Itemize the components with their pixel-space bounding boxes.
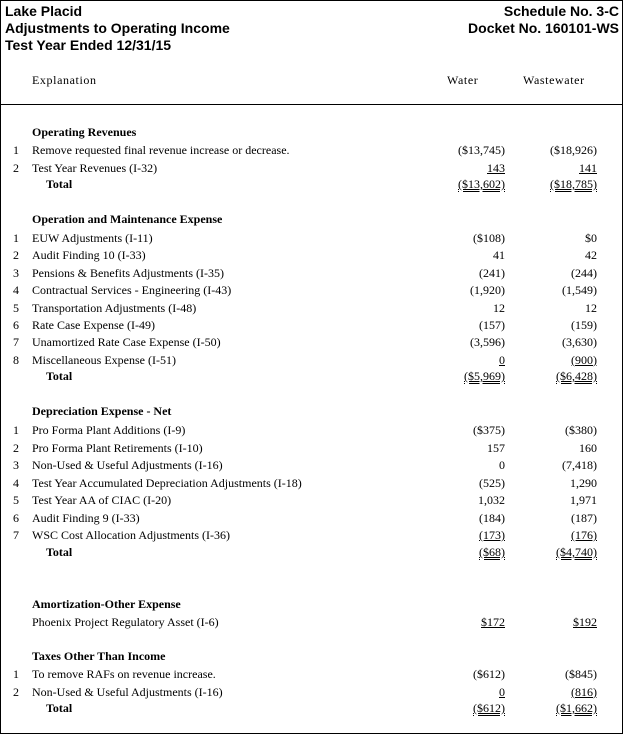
line-number: 2 bbox=[13, 160, 19, 175]
docket-number: Docket No. 160101-WS bbox=[468, 20, 619, 36]
total-wastewater: ($4,740) bbox=[556, 545, 597, 559]
total-label: Total bbox=[46, 545, 73, 559]
line-description: Test Year AA of CIAC (I-20) bbox=[32, 493, 172, 507]
wastewater-amount: (187) bbox=[571, 510, 597, 525]
wastewater-amount: 12 bbox=[585, 300, 597, 315]
schedule-number: Schedule No. 3-C bbox=[503, 3, 619, 19]
section-title: Operating Revenues bbox=[32, 125, 137, 139]
wastewater-amount: 1,971 bbox=[570, 493, 597, 507]
line-description: Non-Used & Useful Adjustments (I-16) bbox=[32, 684, 223, 699]
wastewater-amount: ($18,926) bbox=[550, 143, 597, 157]
water-amount: 157 bbox=[487, 440, 505, 455]
water-amount: 0 bbox=[499, 684, 505, 699]
line-number: 4 bbox=[13, 475, 19, 490]
section-title: Operation and Maintenance Expense bbox=[32, 212, 223, 226]
total-label: Total bbox=[46, 177, 73, 191]
wastewater-amount: (176) bbox=[571, 528, 597, 542]
company-name: Lake Placid bbox=[5, 3, 83, 19]
water-amount: 41 bbox=[493, 248, 505, 263]
water-amount: 0 bbox=[499, 458, 505, 472]
water-amount: $172 bbox=[481, 615, 505, 629]
wastewater-amount: (7,418) bbox=[562, 458, 597, 472]
total-wastewater: ($1,662) bbox=[556, 701, 597, 715]
water-amount: ($108) bbox=[473, 231, 505, 245]
water-amount: (241) bbox=[479, 265, 505, 280]
line-number: 7 bbox=[13, 528, 19, 542]
line-number: 1 bbox=[13, 143, 19, 157]
line-number: 5 bbox=[13, 300, 19, 315]
line-description: Pensions & Benefits Adjustments (I-35) bbox=[32, 265, 224, 280]
water-amount: 0 bbox=[499, 352, 505, 367]
line-description: Audit Finding 9 (I-33) bbox=[32, 510, 140, 525]
water-amount: (184) bbox=[479, 510, 505, 525]
line-number: 3 bbox=[13, 458, 19, 472]
wastewater-amount: 1,290 bbox=[570, 475, 597, 490]
wastewater-amount: ($380) bbox=[565, 423, 597, 437]
section-title: Amortization-Other Expense bbox=[32, 597, 181, 611]
water-amount: ($13,745) bbox=[458, 143, 505, 157]
column-header-water: Water bbox=[447, 73, 479, 87]
line-description: Pro Forma Plant Retirements (I-10) bbox=[32, 440, 203, 455]
test-year: Test Year Ended 12/31/15 bbox=[5, 37, 172, 53]
wastewater-amount: $0 bbox=[585, 231, 597, 245]
line-number: 4 bbox=[13, 283, 19, 298]
wastewater-amount: (1,549) bbox=[562, 283, 597, 298]
wastewater-amount: 160 bbox=[579, 440, 597, 455]
wastewater-amount: $192 bbox=[573, 615, 597, 629]
line-description: To remove RAFs on revenue increase. bbox=[32, 667, 216, 681]
line-description: Contractual Services - Engineering (I-43) bbox=[32, 283, 232, 298]
line-description: Pro Forma Plant Additions (I-9) bbox=[32, 423, 186, 437]
total-water: ($13,602) bbox=[458, 177, 505, 191]
line-description: WSC Cost Allocation Adjustments (I-36) bbox=[32, 528, 230, 542]
line-description: Remove requested final revenue increase or decrease. bbox=[32, 143, 290, 157]
total-label: Total bbox=[46, 369, 73, 383]
wastewater-amount: (3,630) bbox=[562, 335, 597, 350]
column-header-explanation: Explanation bbox=[32, 73, 97, 87]
water-amount: ($612) bbox=[473, 667, 505, 681]
line-number: 8 bbox=[13, 352, 19, 367]
line-description: Non-Used & Useful Adjustments (I-16) bbox=[32, 458, 223, 472]
total-wastewater: ($6,428) bbox=[556, 369, 597, 383]
schedule-title: Adjustments to Operating Income bbox=[5, 20, 230, 36]
line-number: 6 bbox=[13, 510, 19, 525]
water-amount: 1,032 bbox=[478, 493, 505, 507]
line-number: 2 bbox=[13, 684, 19, 699]
line-number: 1 bbox=[13, 667, 19, 681]
section-title: Depreciation Expense - Net bbox=[32, 404, 172, 418]
wastewater-amount: 141 bbox=[579, 160, 597, 175]
water-amount: (525) bbox=[479, 475, 505, 490]
line-description: Miscellaneous Expense (I-51) bbox=[32, 352, 176, 367]
water-amount: (157) bbox=[479, 318, 505, 332]
water-amount: (1,920) bbox=[470, 283, 505, 298]
wastewater-amount: (159) bbox=[571, 318, 597, 332]
line-number: 5 bbox=[13, 493, 19, 507]
wastewater-amount: (816) bbox=[571, 684, 597, 699]
total-water: ($68) bbox=[479, 545, 505, 559]
total-wastewater: ($18,785) bbox=[550, 177, 597, 191]
line-description: Transportation Adjustments (I-48) bbox=[32, 300, 197, 315]
line-number: 6 bbox=[13, 318, 19, 332]
line-number: 1 bbox=[13, 423, 19, 437]
total-label: Total bbox=[46, 701, 73, 715]
total-water: ($5,969) bbox=[464, 369, 505, 383]
column-header-wastewater: Wastewater bbox=[523, 73, 585, 87]
line-number: 2 bbox=[13, 248, 19, 263]
section-title: Taxes Other Than Income bbox=[32, 649, 166, 663]
wastewater-amount: (244) bbox=[571, 265, 597, 280]
water-amount: ($375) bbox=[473, 423, 505, 437]
water-amount: (173) bbox=[479, 528, 505, 542]
line-description: Phoenix Project Regulatory Asset (I-6) bbox=[32, 615, 219, 629]
line-description: EUW Adjustments (I-11) bbox=[32, 231, 153, 245]
water-amount: (3,596) bbox=[470, 335, 505, 350]
line-description: Test Year Revenues (I-32) bbox=[32, 160, 158, 175]
total-water: ($612) bbox=[473, 701, 505, 715]
line-description: Unamortized Rate Case Expense (I-50) bbox=[32, 335, 221, 350]
wastewater-amount: ($845) bbox=[565, 667, 597, 681]
wastewater-amount: (900) bbox=[571, 352, 597, 367]
line-number: 2 bbox=[13, 440, 19, 455]
line-number: 3 bbox=[13, 265, 19, 280]
line-number: 7 bbox=[13, 335, 19, 350]
water-amount: 12 bbox=[493, 300, 505, 315]
line-description: Rate Case Expense (I-49) bbox=[32, 318, 155, 332]
line-description: Audit Finding 10 (I-33) bbox=[32, 248, 146, 263]
line-description: Test Year Accumulated Depreciation Adjustments (I-18) bbox=[32, 475, 302, 490]
line-number: 1 bbox=[13, 231, 19, 245]
water-amount: 143 bbox=[487, 160, 505, 175]
header-divider bbox=[1, 104, 622, 105]
wastewater-amount: 42 bbox=[585, 248, 597, 263]
